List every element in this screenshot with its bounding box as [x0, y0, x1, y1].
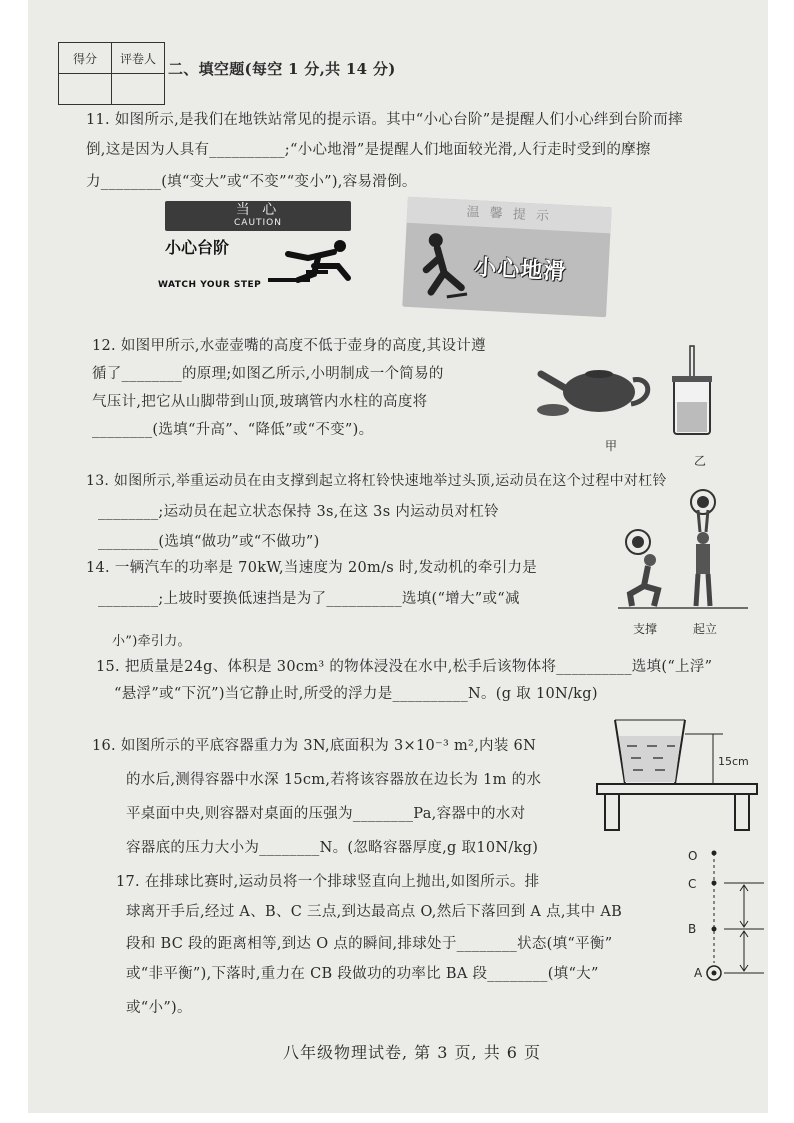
q11-line1: 11. 如图所示,是我们在地铁站常见的提示语。其中“小心台阶”是提醒人们小心绊到台阶而摔 — [86, 112, 683, 128]
q12-line4: ________(选填“升高”、“降低”或“不变”)。 — [92, 422, 374, 438]
slipping-figure-icon — [417, 231, 472, 302]
section-title: 二、填空题(每空 1 分,共 14 分) — [168, 60, 396, 78]
q11-line3: 力________(填“变大”或“不变”“变小”),容易滑倒。 — [86, 174, 417, 190]
caution-sign-text: 小心台阶 — [165, 238, 230, 257]
q15-line2: “悬浮”或“下沉”)当它静止时,所受的浮力是__________N。(g 取 10N/kg) — [114, 686, 598, 702]
wet-floor-sign — [402, 197, 611, 318]
q17-line3: 段和 BC 段的距离相等,到达 O 点的瞬间,排球处于________状态(填“平衡” — [126, 936, 613, 952]
q14-line2: ________;上坡时要换低速挡是为了__________选填(“增大”或“减 — [98, 591, 520, 607]
score-label: 得分 — [59, 43, 112, 74]
support-caption: 支撑 — [633, 622, 658, 636]
wet-floor-sign-header: 温 馨 提 示 — [407, 197, 612, 234]
point-c-label: C — [688, 877, 697, 891]
container-on-table-icon — [593, 714, 758, 832]
q16-line2: 的水后,测得容器中水深 15cm,若将该容器放在边长为 1m 的水 — [126, 772, 542, 788]
ground-line — [618, 606, 748, 612]
weightlifter-stand-icon — [678, 488, 728, 608]
q12-line1: 12. 如图甲所示,水壶壶嘴的高度不低于壶身的高度,其设计遵 — [92, 338, 486, 354]
q13-line1: 13. 如图所示,举重运动员在由支撑到起立将杠铃快速地举过头顶,运动员在这个过程中对杠铃 — [86, 473, 667, 489]
barometer-caption: 乙 — [694, 454, 707, 468]
teapot-caption: 甲 — [605, 439, 618, 453]
point-o-label: O — [688, 849, 698, 863]
grader-cell — [112, 74, 165, 105]
volleyball-trajectory-diagram — [700, 845, 768, 985]
barometer-jar-icon — [668, 346, 718, 444]
q17-line2: 球离开手后,经过 A、B、C 三点,到达最高点 O,然后下落回到 A 点,其中 AB — [126, 904, 623, 920]
q17-line1: 17. 在排球比赛时,运动员将一个排球竖直向上抛出,如图所示。排 — [116, 874, 540, 890]
q16-line1: 16. 如图所示的平底容器重力为 3N,底面积为 3×10⁻³ m²,内装 6N — [92, 738, 537, 754]
q14-line3: 小”)牵引力。 — [112, 634, 191, 649]
point-b-label: B — [688, 922, 697, 936]
q12-line2: 循了________的原理;如图乙所示,小明制成一个简易的 — [92, 366, 444, 382]
wet-floor-sign-text: 小心地滑 — [473, 255, 567, 286]
stand-caption: 起立 — [693, 622, 718, 636]
exam-page — [28, 0, 768, 1113]
page-footer: 八年级物理试卷, 第 3 页, 共 6 页 — [283, 1043, 542, 1062]
score-box — [58, 42, 165, 105]
tripping-figure-icon — [268, 236, 358, 286]
q11-line2: 倒,这是因为人具有__________;“小心地滑”是提醒人们地面较光滑,人行走时受到的摩擦 — [86, 142, 651, 158]
caution-sign-header: 当 心 CAUTION — [165, 201, 351, 231]
q17-line5: 或“小”)。 — [126, 1000, 192, 1016]
teapot-icon — [533, 352, 663, 427]
q16-line4: 容器底的压力大小为________N。(忽略容器厚度,g 取10N/kg) — [126, 840, 539, 856]
q16-line3: 平桌面中央,则容器对桌面的压强为________Pa,容器中的水对 — [126, 806, 526, 822]
q13-line2: ________;运动员在起立状态保持 3s,在这 3s 内运动员对杠铃 — [98, 504, 499, 520]
caution-sign-subtext: WATCH YOUR STEP — [158, 280, 262, 290]
score-cell — [59, 74, 112, 105]
q13-line3: ________(选填“做功”或“不做功”) — [98, 534, 320, 550]
point-a-label: A — [694, 966, 703, 980]
depth-label: 15cm — [718, 755, 749, 768]
q12-line3: 气压计,把它从山脚带到山顶,玻璃管内水柱的高度将 — [92, 394, 428, 410]
q17-line4: 或“非平衡”),下落时,重力在 CB 段做功的功率比 BA 段________(填“大” — [126, 966, 599, 982]
q14-line1: 14. 一辆汽车的功率是 70kW,当速度为 20m/s 时,发动机的牵引力是 — [86, 560, 538, 576]
q15-line1: 15. 把质量是24g、体积是 30cm³ 的物体浸没在水中,松手后该物体将__________选填(“上浮” — [96, 659, 713, 675]
grader-label: 评卷人 — [112, 43, 165, 74]
weightlifter-support-icon — [618, 520, 678, 610]
